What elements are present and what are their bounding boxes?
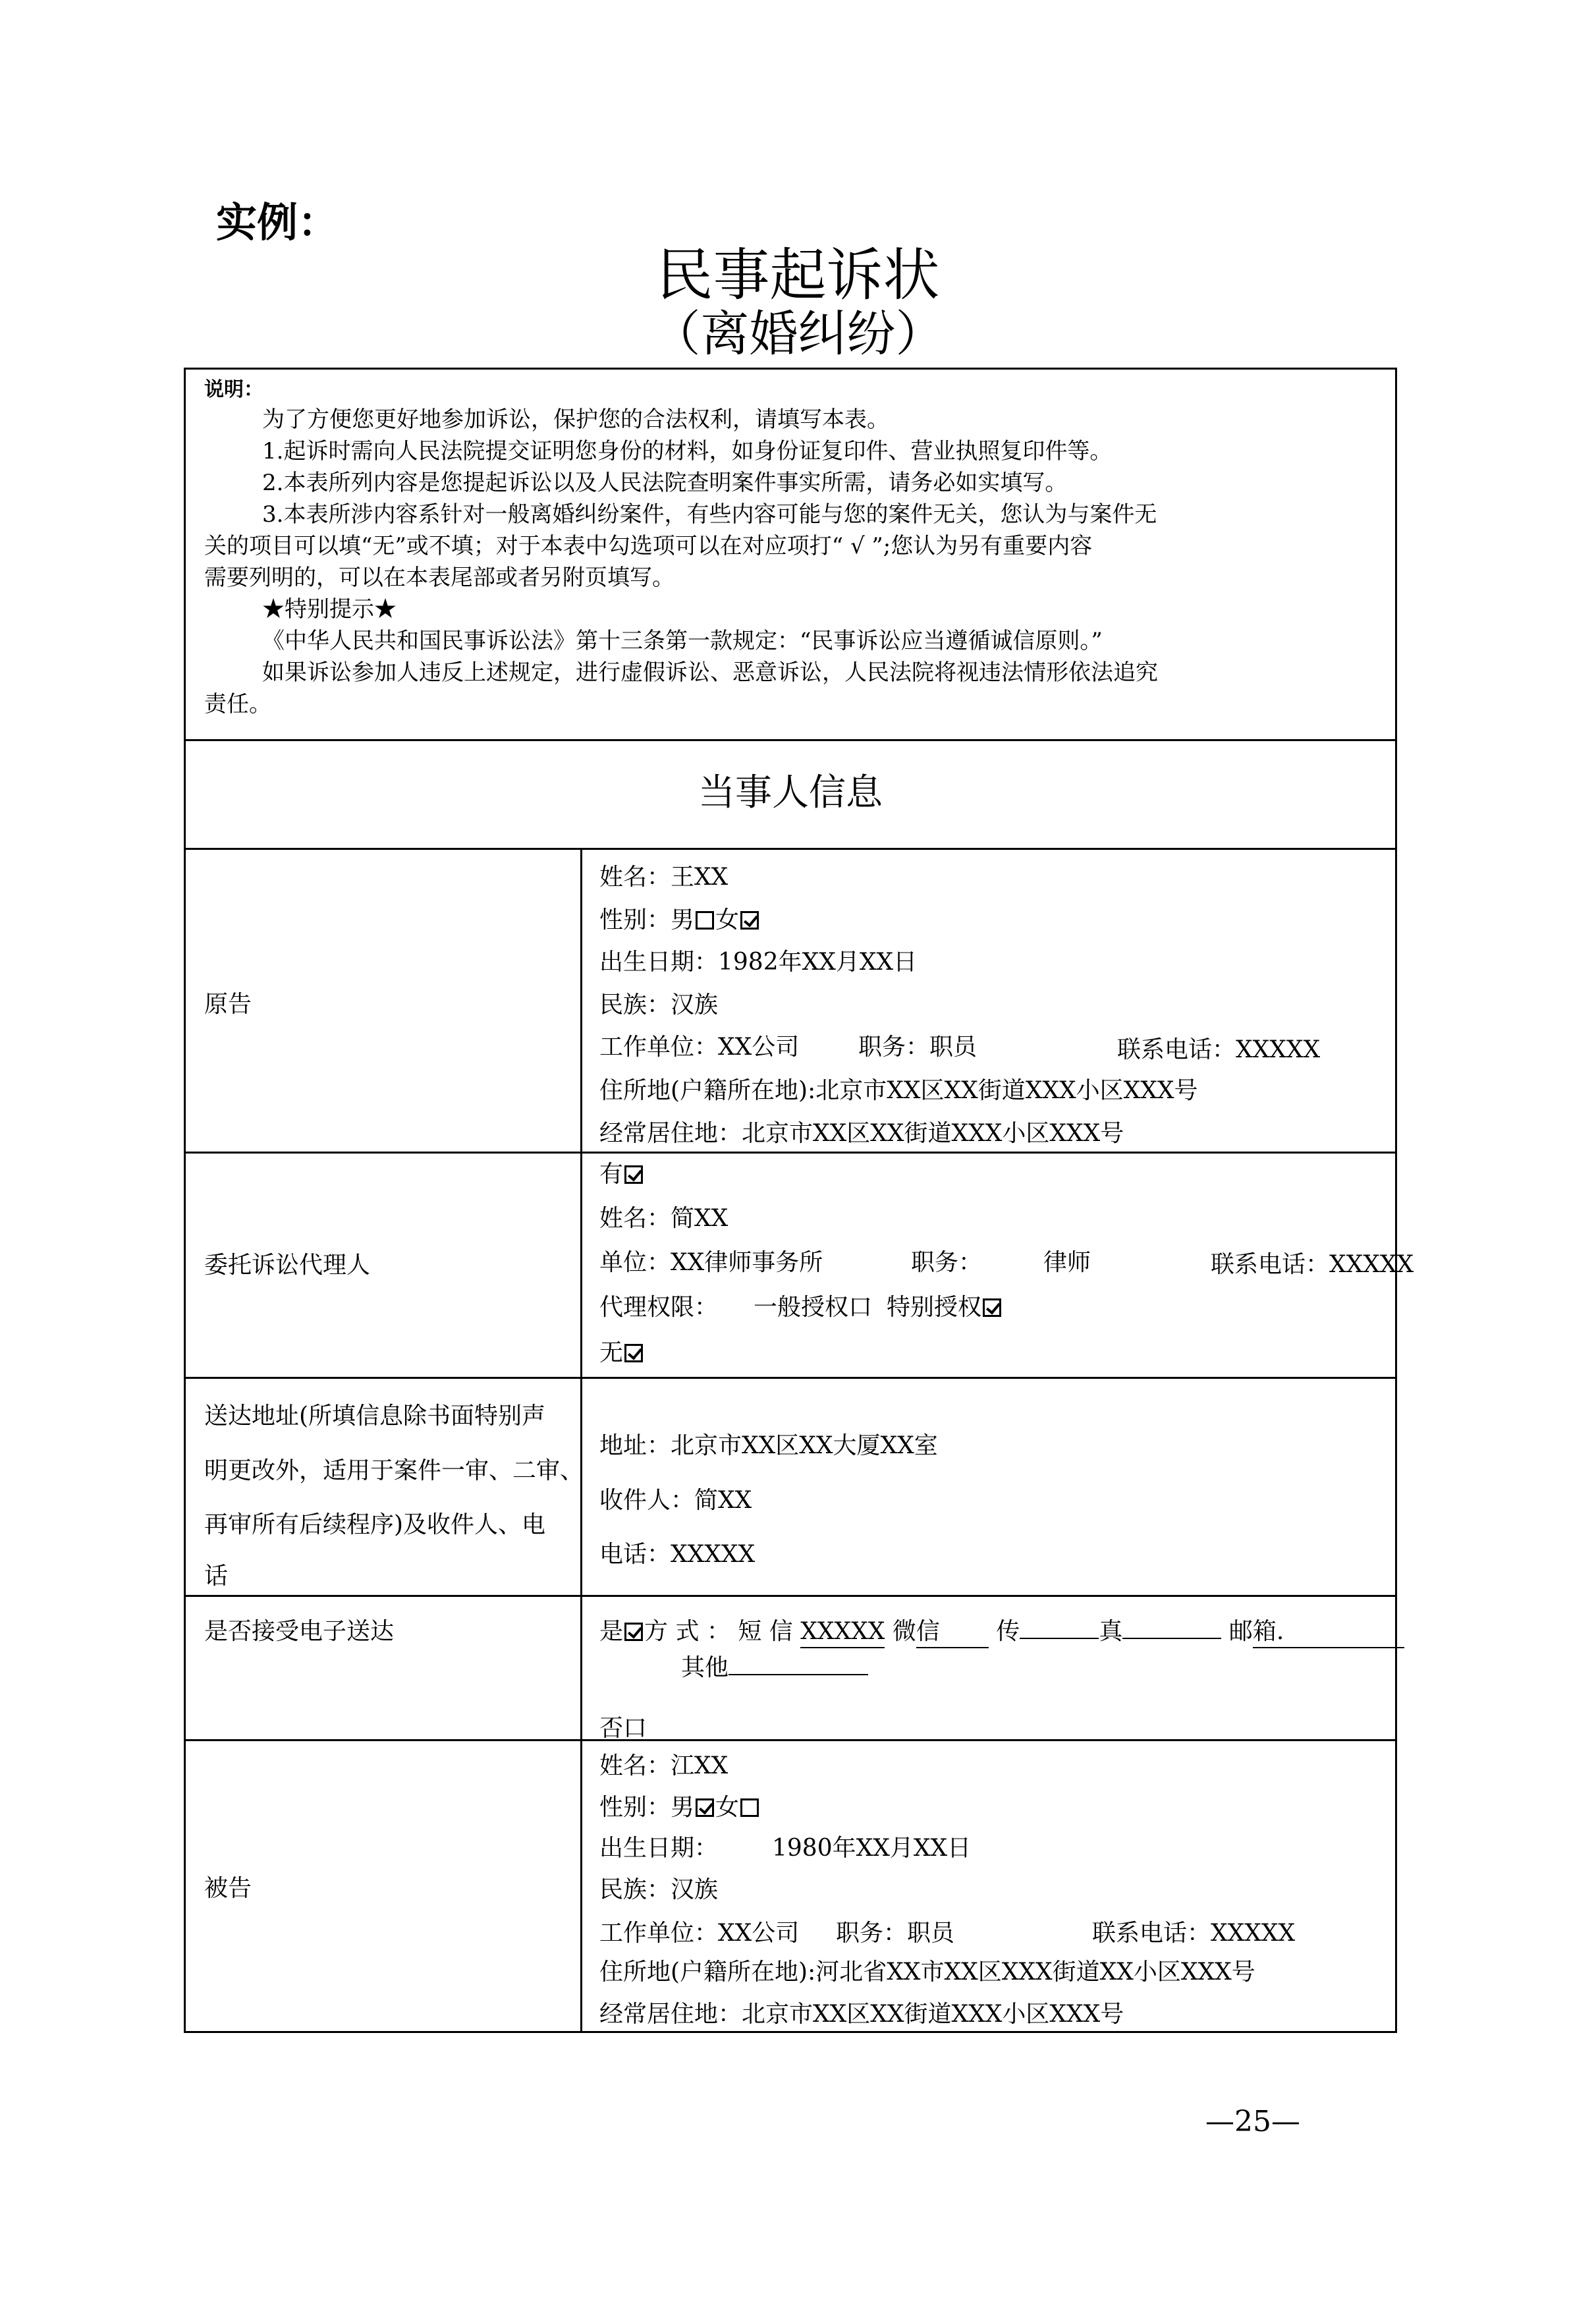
instruction-line: 如果诉讼参加人违反上述规定，进行虚假诉讼、恶意诉讼，人民法院将视违法情形依法追究 bbox=[262, 659, 1158, 686]
row-divider bbox=[186, 1377, 1395, 1379]
has-agent-label: 有 bbox=[599, 1161, 624, 1188]
plaintiff-label: 原告 bbox=[204, 991, 252, 1018]
instruction-line: 责任。 bbox=[204, 691, 271, 717]
plaintiff-birth-date: 出生日期：1982年XX月XX日 bbox=[599, 949, 918, 976]
electronic-service-options bbox=[599, 1617, 1404, 1648]
defendant-position: 职务：职员 bbox=[836, 1920, 955, 1947]
complaint-form bbox=[184, 368, 1414, 2033]
decline-electronic-service[interactable]: 否口 bbox=[599, 1715, 647, 1742]
agent-authority bbox=[599, 1293, 1003, 1323]
defendant-name: 姓名：江XX bbox=[599, 1752, 729, 1779]
row-divider bbox=[186, 1739, 1395, 1741]
sms-field[interactable]: XXXXX bbox=[800, 1617, 885, 1648]
instructions-heading: 说明： bbox=[204, 378, 263, 401]
authority-special: 特别授权 bbox=[887, 1294, 982, 1321]
male-checkbox[interactable] bbox=[696, 911, 714, 930]
fax-field-1[interactable] bbox=[1020, 1638, 1099, 1639]
accept-checkbox[interactable] bbox=[624, 1623, 643, 1641]
plaintiff-gender bbox=[599, 905, 760, 935]
service-address-label-line: 话 bbox=[204, 1563, 229, 1590]
plaintiff-name: 姓名：王XX bbox=[599, 864, 729, 891]
service-address-label-line: 再审所有后续程序)及收件人、电 bbox=[204, 1511, 546, 1538]
defendant-employer: 工作单位：XX公司 bbox=[599, 1920, 800, 1947]
other-label: 其他 bbox=[681, 1654, 729, 1681]
service-phone: 电话：XXXXX bbox=[599, 1541, 756, 1568]
plaintiff-ethnicity: 民族：汉族 bbox=[599, 991, 719, 1018]
service-address-label-line: 明更改外，适用于案件一审、二审、 bbox=[204, 1457, 584, 1484]
plaintiff-registered-address: 住所地(户籍所在地):北京市XX区XX街道XXX小区XXX号 bbox=[599, 1077, 1198, 1104]
gender-label: 性别：男 bbox=[599, 1794, 695, 1821]
instruction-line: 关的项目可以填“无”或不填；对于本表中勾选项可以在对应项打“ √ ”;您认为另有重要内容 bbox=[204, 533, 1093, 559]
email-label-b: 箱. bbox=[1252, 1618, 1284, 1645]
agent-none bbox=[599, 1338, 644, 1368]
section-title: 当事人信息 bbox=[698, 771, 883, 814]
instruction-line: 为了方便您更好地参加诉讼，保护您的合法权利，请填写本表。 bbox=[262, 406, 889, 433]
fax-label-a: 传 bbox=[996, 1618, 1020, 1645]
other-field[interactable] bbox=[729, 1674, 868, 1675]
agent-phone: 联系电话：XXXXX bbox=[1211, 1251, 1414, 1278]
authority-label: 代理权限： bbox=[599, 1294, 719, 1321]
has-agent-checkbox[interactable] bbox=[624, 1165, 643, 1184]
defendant-gender bbox=[599, 1793, 760, 1823]
row-divider bbox=[186, 1152, 1395, 1154]
agent-position-label: 职务： bbox=[911, 1249, 983, 1276]
fax-label-b: 真 bbox=[1099, 1618, 1123, 1645]
authority-general: 一般授权口 bbox=[754, 1294, 873, 1321]
method-label: 方 式 ： 短 信 bbox=[644, 1618, 793, 1645]
document-title: 民事起诉状 bbox=[656, 242, 940, 308]
special-notice-heading: ★特别提示★ bbox=[262, 596, 397, 623]
plaintiff-position: 职务：职员 bbox=[858, 1034, 977, 1061]
agent-name: 姓名：简XX bbox=[599, 1205, 729, 1232]
email-field[interactable] bbox=[1253, 1617, 1404, 1648]
wechat-field[interactable] bbox=[916, 1617, 989, 1648]
defendant-label: 被告 bbox=[204, 1875, 252, 1902]
fax-field-2[interactable] bbox=[1122, 1638, 1221, 1639]
no-agent-label: 无 bbox=[599, 1339, 624, 1366]
female-label: 女 bbox=[715, 906, 740, 933]
column-divider bbox=[580, 848, 582, 2033]
page-number: —25— bbox=[1205, 2105, 1300, 2138]
other-method bbox=[681, 1653, 868, 1683]
agent-has bbox=[599, 1159, 644, 1190]
row-divider bbox=[186, 1595, 1395, 1597]
instruction-line: 2.本表所列内容是您提起诉讼以及人民法院查明案件事实所需，请务必如实填写。 bbox=[262, 470, 1068, 496]
instruction-line: 1.起诉时需向人民法院提交证明您身份的材料，如身份证复印件、营业执照复印件等。 bbox=[262, 438, 1113, 464]
agent-position-value: 律师 bbox=[1043, 1249, 1091, 1276]
gender-label: 性别：男 bbox=[599, 906, 695, 933]
defendant-ethnicity: 民族：汉族 bbox=[599, 1876, 719, 1903]
no-agent-checkbox[interactable] bbox=[624, 1344, 643, 1362]
defendant-registered-address: 住所地(户籍所在地):河北省XX市XX区XXX街道XX小区XXX号 bbox=[599, 1959, 1255, 1986]
defendant-birth-value: 1980年XX月XX日 bbox=[772, 1835, 972, 1862]
special-authority-checkbox[interactable] bbox=[983, 1298, 1001, 1317]
plaintiff-employer: 工作单位：XX公司 bbox=[599, 1034, 800, 1061]
service-address-label-line: 送达地址(所填信息除书面特别声 bbox=[204, 1403, 546, 1430]
defendant-phone: 联系电话：XXXXX bbox=[1092, 1920, 1296, 1947]
wechat-label-a: 微 bbox=[892, 1618, 916, 1645]
wechat-label-b: 信 bbox=[916, 1618, 940, 1645]
plaintiff-phone: 联系电话：XXXXX bbox=[1117, 1036, 1321, 1063]
row-divider bbox=[186, 848, 1395, 850]
agent-unit: 单位：XX律师事务所 bbox=[599, 1249, 823, 1276]
female-checkbox[interactable] bbox=[740, 911, 759, 930]
male-checkbox[interactable] bbox=[696, 1798, 714, 1817]
email-label-a: 邮 bbox=[1228, 1618, 1253, 1645]
service-recipient: 收件人：简XX bbox=[599, 1487, 752, 1514]
instruction-line: 《中华人民共和国民事诉讼法》第十三条第一款规定：“民事诉讼应当遵循诚信原则。” bbox=[262, 628, 1103, 654]
service-address: 地址：北京市XX区XX大厦XX室 bbox=[599, 1432, 938, 1459]
plaintiff-residence: 经常居住地：北京市XX区XX街道XXX小区XXX号 bbox=[599, 1120, 1124, 1147]
instruction-line: 3.本表所涉内容系针对一般离婚纠纷案件，有些内容可能与您的案件无关，您认为与案件无 bbox=[262, 501, 1157, 528]
electronic-service-label: 是否接受电子送达 bbox=[204, 1618, 395, 1645]
defendant-birth-label: 出生日期： bbox=[599, 1835, 719, 1862]
defendant-residence: 经常居住地：北京市XX区XX街道XXX小区XXX号 bbox=[599, 2001, 1124, 2028]
example-label: 实例： bbox=[216, 198, 339, 246]
female-label: 女 bbox=[715, 1794, 740, 1821]
female-checkbox[interactable] bbox=[740, 1798, 759, 1817]
accept-label: 是 bbox=[599, 1618, 624, 1645]
agent-label: 委托诉讼代理人 bbox=[204, 1252, 371, 1279]
instruction-line: 需要列明的，可以在本表尾部或者另附页填写。 bbox=[204, 565, 674, 591]
document-subtitle: （离婚纠纷） bbox=[651, 306, 945, 362]
